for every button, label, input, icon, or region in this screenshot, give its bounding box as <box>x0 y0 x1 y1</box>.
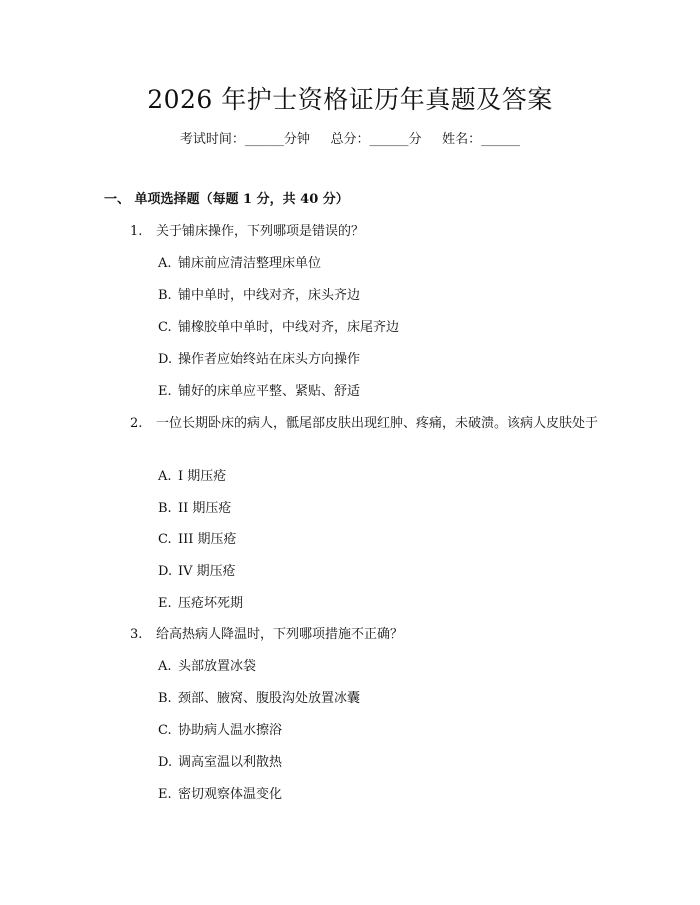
option-text: III 期压疮 <box>178 532 237 547</box>
option-text: IV 期压疮 <box>178 564 236 579</box>
option-text: 压疮坏死期 <box>178 596 244 611</box>
option-text: II 期压疮 <box>178 501 232 516</box>
option-label: E. <box>158 596 172 611</box>
option-3b <box>158 690 360 708</box>
question-number: 1. <box>130 224 143 239</box>
option-text: 铺床前应清洁整理床单位 <box>178 256 322 271</box>
option-1d <box>158 351 360 369</box>
option-2b <box>158 500 231 518</box>
option-1e <box>158 383 360 401</box>
option-label: B. <box>158 501 172 516</box>
section-heading: 一、 单项选择题（每题 1 分，共 40 分） <box>104 192 349 207</box>
question-3 <box>104 624 604 646</box>
option-text: I 期压疮 <box>178 469 227 484</box>
option-label: D. <box>158 755 173 770</box>
option-text: 操作者应始终站在床头方向操作 <box>178 352 361 367</box>
option-2c <box>158 531 237 549</box>
option-label: C. <box>158 723 172 738</box>
option-text: 铺中单时，中线对齐，床头齐边 <box>178 288 361 303</box>
question-text: 一位长期卧床的病人，骶尾部皮肤出现红肿、疼痛，未破溃。该病人皮肤处于 <box>156 416 599 431</box>
option-label: E. <box>158 384 172 399</box>
question-number: 2. <box>130 416 143 431</box>
option-text: 密切观察体温变化 <box>178 787 283 802</box>
option-text: 铺好的床单应平整、紧贴、舒适 <box>178 384 361 399</box>
option-3a <box>158 658 256 676</box>
option-2e <box>158 595 243 613</box>
question-2 <box>104 413 604 435</box>
option-label: A. <box>158 469 172 484</box>
option-label: D. <box>158 564 173 579</box>
option-text: 协助病人温水擦浴 <box>178 723 283 738</box>
option-text: 铺橡胶单中单时，中线对齐，床尾齐边 <box>178 320 400 335</box>
option-3c <box>158 722 282 740</box>
option-text: 调高室温以利散热 <box>178 755 283 770</box>
option-label: B. <box>158 288 172 303</box>
option-label: A. <box>158 659 172 674</box>
option-label: B. <box>158 691 172 706</box>
question-1 <box>104 221 604 243</box>
question-text: 关于铺床操作，下列哪项是错误的？ <box>156 224 365 239</box>
option-label: D. <box>158 352 173 367</box>
option-label: C. <box>158 532 172 547</box>
page-title: 2026 年护士资格证历年真题及答案 <box>147 85 553 114</box>
question-number: 3. <box>130 627 143 642</box>
option-1c <box>158 319 399 337</box>
option-3d <box>158 754 282 772</box>
option-text: 颈部、腋窝、腹股沟处放置冰囊 <box>178 691 361 706</box>
option-2a <box>158 468 226 486</box>
option-3e <box>158 786 282 804</box>
option-2d <box>158 563 236 581</box>
option-text: 头部放置冰袋 <box>178 659 257 674</box>
exam-info-line: 考试时间：______分钟 总分：______分 姓名：______ <box>179 132 521 147</box>
option-1b <box>158 287 360 305</box>
option-label: A. <box>158 256 172 271</box>
option-label: E. <box>158 787 172 802</box>
question-text: 给高热病人降温时，下列哪项措施不正确？ <box>156 627 404 642</box>
option-label: C. <box>158 320 172 335</box>
option-1a <box>158 255 321 273</box>
